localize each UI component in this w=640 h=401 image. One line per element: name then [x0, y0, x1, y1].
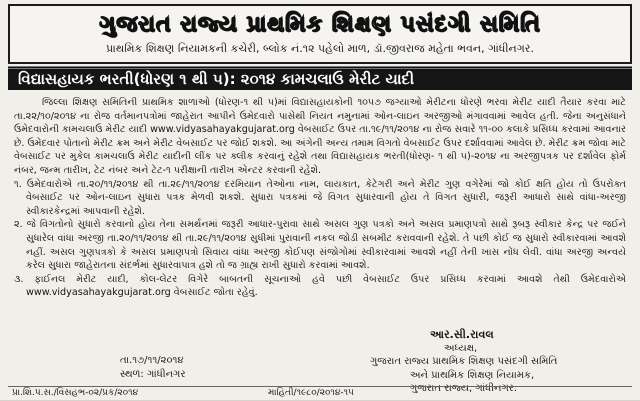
notice-footer: [8, 386, 632, 401]
notice-header: [8, 4, 632, 64]
signatory-name: આર.સી.રાવલ: [430, 328, 494, 341]
info-number: માહિતી/૧૯૮૦/૨૦૧૪-૧૫: [268, 388, 354, 398]
instruction-point: ૨. જે વિગતોનો સુધારો કરવાનો હોય તેના સમર્થનમાં જરૂરી આધાર-પુરાવા સાથે અસલ ગુણ પત્રકો અને અસલ પ્રમાણપત્રો સાથે રૂબરૂ સ્વીકાર કેન્દ્ર પર જઈને સુધારેલ વાંધા અરજી તા.૨૦/૧૧/૨૦૧૪ થી તા.૨૯/૧૧/૨૦૧૪ સુધીમાં પુરાવાની નકલ જોડી સબમીટ કરાવવાની રહેશે. તે પછી કોઈ જ સુધારો સ્વીકારવામાં આવશે નહીં. અસલ ગુણપત્રકો કે અસલ પ્રમાણપત્રો સિવાય વાંધા અરજી કોઈપણ સંજોગોમાં સ્વીકારવામાં આવશે નહીં તેની ખાસ નોંધ લેવી. વાંધા અરજી અન્વયે કરેલ સુધારા જાહેરાતના સંદર્ભમાં સુધારવાપાત્ર હશે તો જ ગ્રાહ્ય રાખી સુધારો કરવામાં આવશે.: [14, 219, 626, 272]
signatory-designation: અધ્યક્ષ,: [444, 342, 478, 354]
office-address: પ્રાથમિક શિક્ષણ નિયામકની કચેરી, બ્લોક નં.૧૨ પહેલો માળ, ડૉ.જીવરાજ મહેતા ભવન, ગાંધીનગર.: [106, 42, 534, 55]
signatory-committee: ગુજરાત રાજ્ય પ્રાથમિક શિક્ષણ પસંદગી સમિતિ: [370, 356, 558, 367]
committee-title: ગુજરાત રાજ્ય પ્રાથમિક શિક્ષણ પસંદગી સમિતિ: [99, 11, 541, 37]
instruction-point: ૧. ઉમેદવારોએ તા.૨૦/૧૧/૨૦૧૪ થી તા.૨૯/૧૧/૨૦૧૪ દરમિયાન તેઓના નામ, લાયકાત, કેટેગરી અને મેરીટ ગુણ વગેરેમાં જો કોઈ ક્ષતિ હોય તો ઉપરોક્ત વેબસાઈટ પર ઓન-લાઇન સુધારા પત્રક મેળવી શકશે. સુધારા પત્રકમાં જે વિગત સુધારવાની હોય તે વિગત સુધારી, જરૂરી આધારો સાથે વાંધા-અરજી સ્વીકારકેન્દ્રમાં આપવાની રહેશે.: [14, 178, 626, 217]
reference-number: પ્રા.શિ.પ.સ./વિસહભ-૦૨/પ્રક/૨૦૧૪: [12, 388, 139, 398]
intro-paragraph: જિલ્લા શિક્ષણ સમિતિની પ્રાથમિક શાળાઓ (ધોરણ-૧ થી ૫)માં વિદ્યાસહાયકોની ૧૦૫૭ જગ્યાઓ મેરીટના ધોરણે ભરવા મેરીટ યાદી તૈયાર કરવા માટે તા.૨૨/૧૦/૨૦૧૪ ના રોજ વર્તમાનપત્રોમાં જાહેરાત આપીને ઉમેદવારો પાસેથી નિયત નમુનામાં ઓન-લાઇન અરજીઓ મંગાવવામાં આવેલ હતી. જેના અનુસંધાને ઉમેદવારોની કામચલાઉ મેરીટ યાદી www.vidyasahayakgujarat.org વેબસાઈટ ઉપર તા.૧૯/૧૧/૨૦૧૪ ના રોજ સવારે ૧૧-૦૦ કલાકે પ્રસિધ્ધ કરવામાં આવનાર છે. ઉમેદવાર પોતાનો મેરીટ ક્રમ અને મેરીટ વેબસાઈટ પર જોઈ શકશે. આ અંગેની અન્ય તમામ વિગતો વેબસાઈટ ઉપર દર્શાવવામાં આવેલ છે. મેરીટ ક્રમ જોવા માટે વેબસાઈટ પર મુકેલ કામચલાઉ મેરીટ યાદીની લીંક પર ક્લીક કરવાનું રહેશે તથા વિદ્યાસહાયક ભરતી(ધોરણ- ૧ થી ૫)-૨૦૧૪ ના અરજીપત્રક પર દર્શાવેલ ફોર્મ નંબર, જન્મ તારીખ, ટેટ નંબર અને ટેટ-૧ પરીક્ષાની તારીખ એન્ટર કરવાની રહેશે.: [14, 97, 626, 176]
signatory-office: અને પ્રાથમિક શિક્ષણ નિયામક,: [410, 369, 535, 381]
signatory-location: ગુજરાત રાજ્ય, ગાંધીનગર.: [410, 383, 518, 394]
instruction-list: [14, 178, 626, 300]
notice-place: સ્થળ: ગાંધીનગર: [120, 368, 186, 380]
date-place-block: [120, 354, 300, 381]
notice-date: તા.૧૭/૧૧/૨૦૧૪: [120, 355, 184, 366]
notice-banner: વિદ્યાસહાયક ભરતી(ધોરણ ૧ થી ૫): ૨૦૧૪ કામચલાઉ મેરીટ યાદી: [8, 66, 632, 90]
notice-body: [14, 96, 626, 300]
instruction-point: ૩. ફાઈનલ મેરીટ યાદી, કોલ-લેટર વિગેરે બાબતની સૂચનાઓ હવે પછી વેબસાઈટ ઉપર પ્રસિધ્ધ કરવામાં આવશે તેથી ઉમેદવારોએ www.vidyasahayakgujarat.org વેબસાઈટ જોતા રહેવું.: [14, 273, 626, 299]
